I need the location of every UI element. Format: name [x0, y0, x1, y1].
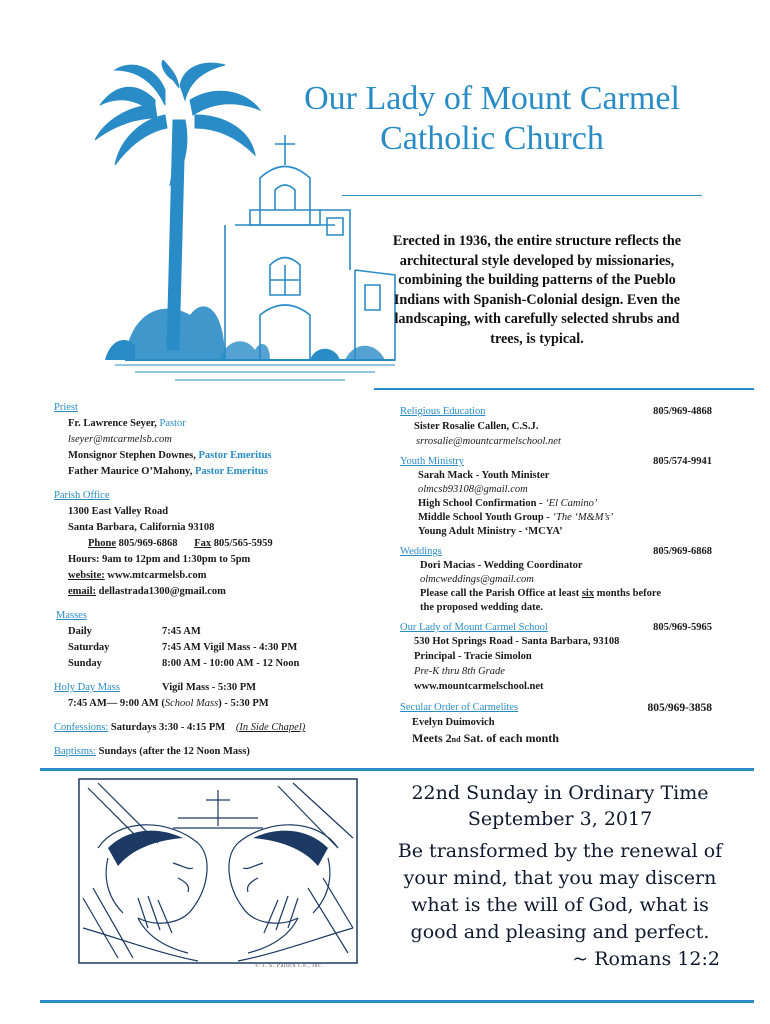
- youth-ms-name: ‘The ‘M&M’s’: [552, 512, 614, 523]
- masses-heading: Masses: [56, 610, 87, 621]
- right-info-column: [400, 404, 712, 754]
- phone-value[interactable]: 805/969-6868: [118, 538, 178, 549]
- mass-day-label: Daily: [68, 626, 92, 637]
- weddings-contact: Dori Macias - Wedding Coordinator: [420, 560, 583, 571]
- secular-carmelites-phone: 805/969-3858: [647, 702, 712, 714]
- holy-day-times-c: ) - 5:30 PM: [218, 698, 269, 709]
- religious-education-phone: 805/969-4868: [653, 406, 712, 417]
- mass-time: 7:45 AM Vigil Mass - 4:30 PM: [162, 642, 298, 653]
- school-phone: 805/969-5965: [653, 622, 712, 633]
- confessions-location: (In Side Chapel): [235, 722, 306, 733]
- school-website[interactable]: www.mountcarmelschool.net: [414, 681, 544, 692]
- verse-line: what is the will of God, what is: [411, 894, 709, 916]
- holy-day-times-a: 7:45 AM— 9:00 AM (: [68, 698, 165, 709]
- weddings-note-line2: the proposed wedding date.: [420, 602, 543, 613]
- verse-line: your mind, that you may discern: [403, 867, 717, 889]
- secular-carmelites-contact: Evelyn Duimovich: [412, 717, 495, 728]
- section-divider: [374, 388, 754, 390]
- youth-hs-label: High School Confirmation -: [418, 498, 546, 509]
- emeritus-name: Father Maurice O’Mahony,: [68, 466, 193, 477]
- secular-meets-c: Sat. of each month: [460, 731, 559, 745]
- liturgical-date: September 3, 2017: [467, 808, 653, 830]
- holy-day-times: [68, 696, 269, 712]
- weddings-note-c: months before: [594, 588, 661, 599]
- youth-ministry-contact: Sarah Mack - Youth Minister: [418, 470, 550, 481]
- church-history-paragraph: [362, 232, 712, 349]
- school-principal: Principal - Tracie Simolon: [414, 651, 532, 662]
- pastor-role: Pastor: [159, 418, 186, 429]
- left-info-column: [54, 400, 374, 760]
- confessions-time: Saturdays 3:30 - 4:15 PM: [110, 722, 226, 733]
- school-address: 530 Hot Springs Road - Santa Barbara, 93108: [414, 636, 620, 647]
- intro-line: combining the building patterns of the Pueblo: [398, 272, 676, 288]
- scripture-verse-block: [360, 780, 760, 973]
- holy-day-heading: Holy Day Mass: [54, 682, 120, 693]
- weddings-phone: 805/969-6868: [653, 546, 712, 557]
- holy-day-school-mass: School Mass: [164, 698, 219, 709]
- verse-line: Be transformed by the renewal of: [397, 840, 723, 862]
- mass-time: 7:45 AM: [162, 626, 201, 637]
- title-divider: [342, 195, 702, 196]
- emeritus-role: Pastor Emeritus: [198, 450, 272, 461]
- disciples-sketch-illustration: [78, 778, 358, 964]
- pastor-email[interactable]: lseyer@mtcarmelsb.com: [68, 434, 172, 445]
- confessions-label: Confessions:: [54, 722, 109, 733]
- priest-heading: Priest: [54, 402, 78, 413]
- illustration-credit: © J. S. Paluch Co., Inc.: [255, 963, 324, 969]
- secular-meets-a: Meets 2: [412, 731, 452, 745]
- youth-ms-label: Middle School Youth Group -: [418, 512, 553, 523]
- religious-education-heading: Religious Education: [400, 406, 486, 417]
- youth-ministry-heading: Youth Ministry: [400, 456, 464, 467]
- phone-label: Phone: [88, 538, 117, 549]
- office-address-line: Santa Barbara, California 93108: [68, 522, 215, 533]
- section-divider: [40, 768, 754, 771]
- parish-office-heading: Parish Office: [54, 490, 110, 501]
- footer-divider: [40, 1000, 754, 1003]
- church-name-title: Our Lady of Mount Carmel: [304, 80, 680, 117]
- website-link[interactable]: www.mtcarmelsb.com: [107, 570, 207, 581]
- email-label: email:: [68, 586, 96, 597]
- secular-meets-sup: nd: [451, 735, 461, 744]
- weddings-email[interactable]: olmcweddings@gmail.com: [420, 574, 534, 585]
- fax-value: 805/565-5959: [213, 538, 273, 549]
- baptisms-time: Sundays (after the 12 Noon Mass): [98, 746, 250, 757]
- intro-line: landscaping, with carefully selected shrubs and: [394, 311, 680, 327]
- verse-citation: ~ Romans 12:2: [572, 948, 720, 970]
- youth-young-adult: Young Adult Ministry - ‘MCYA’: [418, 526, 563, 537]
- weddings-heading: Weddings: [400, 546, 442, 557]
- youth-ministry-phone: 805/574-9941: [653, 456, 712, 467]
- church-name-subtitle: Catholic Church: [380, 120, 604, 157]
- religious-education-email[interactable]: srrosalie@mountcarmelschool.net: [416, 436, 561, 447]
- fax-label: Fax: [194, 538, 212, 549]
- office-hours: Hours: 9am to 12pm and 1:30pm to 5pm: [68, 554, 251, 565]
- mass-day-label: Saturday: [68, 642, 110, 653]
- holy-day-vigil: Vigil Mass - 5:30 PM: [162, 682, 257, 693]
- baptisms-label: Baptisms:: [54, 746, 97, 757]
- emeritus-role: Pastor Emeritus: [194, 466, 268, 477]
- website-label: website:: [68, 570, 105, 581]
- intro-line: trees, is typical.: [490, 330, 584, 347]
- office-address-line: 1300 East Valley Road: [68, 506, 169, 517]
- verse-line: good and pleasing and perfect.: [410, 921, 710, 943]
- liturgical-day: 22nd Sunday in Ordinary Time: [411, 782, 709, 804]
- school-grades: Pre-K thru 8th Grade: [414, 666, 505, 677]
- email-link[interactable]: dellastrada1300@gmail.com: [98, 586, 226, 597]
- emeritus-name: Monsignor Stephen Downes,: [68, 450, 196, 461]
- intro-line: architectural style developed by missionaries,: [399, 252, 675, 269]
- religious-education-contact: Sister Rosalie Callen, C.S.J.: [414, 421, 539, 432]
- weddings-note-six: six: [581, 588, 595, 599]
- weddings-note-a: Please call the Parish Office at least: [420, 588, 582, 599]
- intro-line: Indians with Spanish-Colonial design. Even the: [393, 291, 681, 308]
- youth-ministry-email[interactable]: olmcsb93108@gmail.com: [418, 484, 528, 495]
- intro-line: Erected in 1936, the entire structure reflects the: [392, 233, 682, 249]
- mass-day-label: Sunday: [68, 658, 102, 669]
- youth-hs-name: ‘El Camino’: [545, 498, 598, 509]
- mass-time: 8:00 AM - 10:00 AM - 12 Noon: [162, 658, 300, 669]
- school-heading: Our Lady of Mount Carmel School: [400, 622, 548, 633]
- pastor-name: Fr. Lawrence Seyer,: [68, 418, 157, 429]
- secular-carmelites-heading: Secular Order of Carmelites: [400, 702, 519, 713]
